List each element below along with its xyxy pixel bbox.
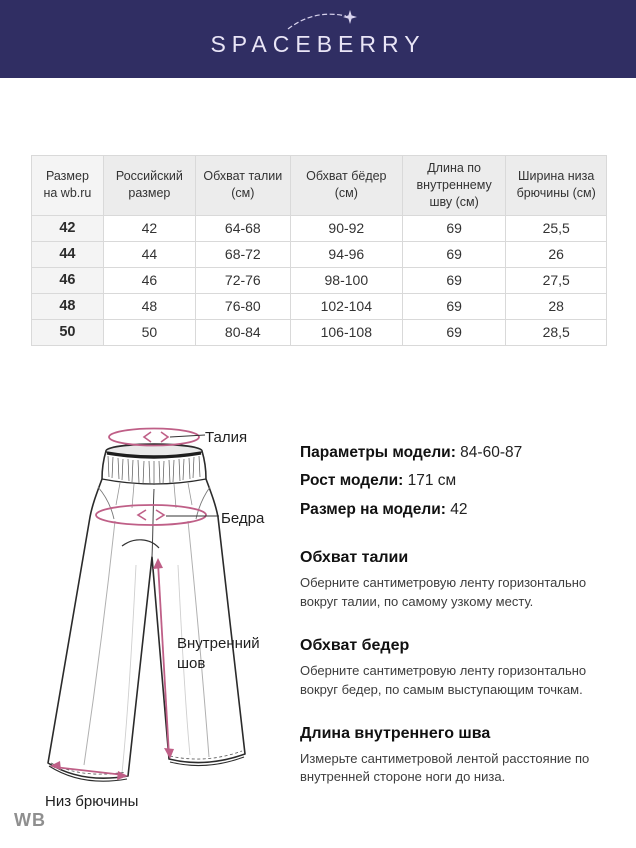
wb-watermark: WB <box>14 810 46 830</box>
cell-size-wb: 46 <box>32 267 104 293</box>
guide-section-hips <box>300 637 630 700</box>
cell-size-ru: 50 <box>103 319 195 345</box>
inseam-label: Внутренний шов <box>177 635 260 672</box>
header-hips: Обхват бёдер (см) <box>290 156 402 216</box>
model-size-line <box>300 500 630 519</box>
cell-hem-width: 28 <box>506 293 607 319</box>
size-table-header-row <box>32 156 607 216</box>
size-table <box>31 155 607 346</box>
cell-size-wb: 48 <box>32 293 104 319</box>
guide-section-inseam <box>300 725 630 788</box>
cell-waist: 64-68 <box>195 215 290 241</box>
hem-label: Низ брючины <box>45 793 139 810</box>
table-row <box>32 267 607 293</box>
pants-diagram <box>18 415 290 815</box>
cell-inseam: 69 <box>402 267 506 293</box>
cell-inseam: 69 <box>402 293 506 319</box>
cell-hem-width: 28,5 <box>506 319 607 345</box>
brand-header <box>0 0 636 78</box>
header-waist: Обхват талии (см) <box>195 156 290 216</box>
guide-inseam-text: Измерьте сантиметровой лентой расстояние по внутренней стороне ноги до низа. <box>300 750 590 785</box>
cell-hem-width: 27,5 <box>506 267 607 293</box>
header-size-ru: Российский размер <box>103 156 195 216</box>
cell-inseam: 69 <box>402 241 506 267</box>
table-row <box>32 293 607 319</box>
guide-inseam-title: Длина внутреннего шва <box>300 724 491 742</box>
cell-size-ru: 46 <box>103 267 195 293</box>
guide-section-waist <box>300 549 630 612</box>
model-info-column <box>300 443 630 812</box>
model-size-value: 42 <box>450 500 468 518</box>
cell-hips: 90-92 <box>290 215 402 241</box>
table-row <box>32 241 607 267</box>
model-height-line <box>300 471 630 490</box>
cell-waist: 72-76 <box>195 267 290 293</box>
measure-guide <box>300 549 630 787</box>
cell-size-ru: 44 <box>103 241 195 267</box>
model-params-value: 84-60-87 <box>460 444 523 461</box>
header-hem-width: Ширина низа брючины (см) <box>506 156 607 216</box>
guide-hips-text: Оберните сантиметровую ленту горизонтально вокруг бедер, по самым выступающим точкам. <box>300 662 587 697</box>
cell-waist: 80-84 <box>195 319 290 345</box>
cell-waist: 68-72 <box>195 241 290 267</box>
guide-waist-title: Обхват талии <box>300 549 409 567</box>
cell-inseam: 69 <box>402 319 506 345</box>
cell-hem-width: 26 <box>506 241 607 267</box>
cell-hem-width: 25,5 <box>506 215 607 241</box>
model-params-label: Параметры модели: <box>300 444 456 461</box>
model-size-label: Размер на модели: <box>300 500 446 518</box>
guide-hips-title: Обхват бедер <box>300 636 410 654</box>
guide-waist-text: Оберните сантиметровую ленту горизонтально вокруг талии, по самому узкому месту. <box>300 575 587 609</box>
brand-name: SPACEBERRY <box>210 30 426 57</box>
header-size-wb: Размер на wb.ru <box>32 156 104 216</box>
model-height-label: Рост модели: <box>300 472 404 490</box>
waist-label: Талия <box>205 429 248 446</box>
hips-label: Бедра <box>221 510 265 527</box>
header-inseam: Длина по внутреннему шву (см) <box>402 156 506 216</box>
cell-hips: 94-96 <box>290 241 402 267</box>
cell-hips: 106-108 <box>290 319 402 345</box>
table-row <box>32 319 607 345</box>
model-params-line <box>300 443 630 462</box>
cell-size-wb: 44 <box>32 241 104 267</box>
cell-inseam: 69 <box>402 215 506 241</box>
cell-hips: 98-100 <box>290 267 402 293</box>
cell-size-wb: 50 <box>32 319 104 345</box>
cell-size-ru: 42 <box>103 215 195 241</box>
cell-waist: 76-80 <box>195 293 290 319</box>
cell-hips: 102-104 <box>290 293 402 319</box>
model-height-value: 171 см <box>407 472 457 490</box>
cell-size-wb: 42 <box>32 215 104 241</box>
pants-drawing-icon <box>18 415 290 815</box>
brand-logo <box>210 21 425 58</box>
cell-size-ru: 48 <box>103 293 195 319</box>
shooting-star-icon <box>284 7 368 33</box>
table-row <box>32 215 607 241</box>
